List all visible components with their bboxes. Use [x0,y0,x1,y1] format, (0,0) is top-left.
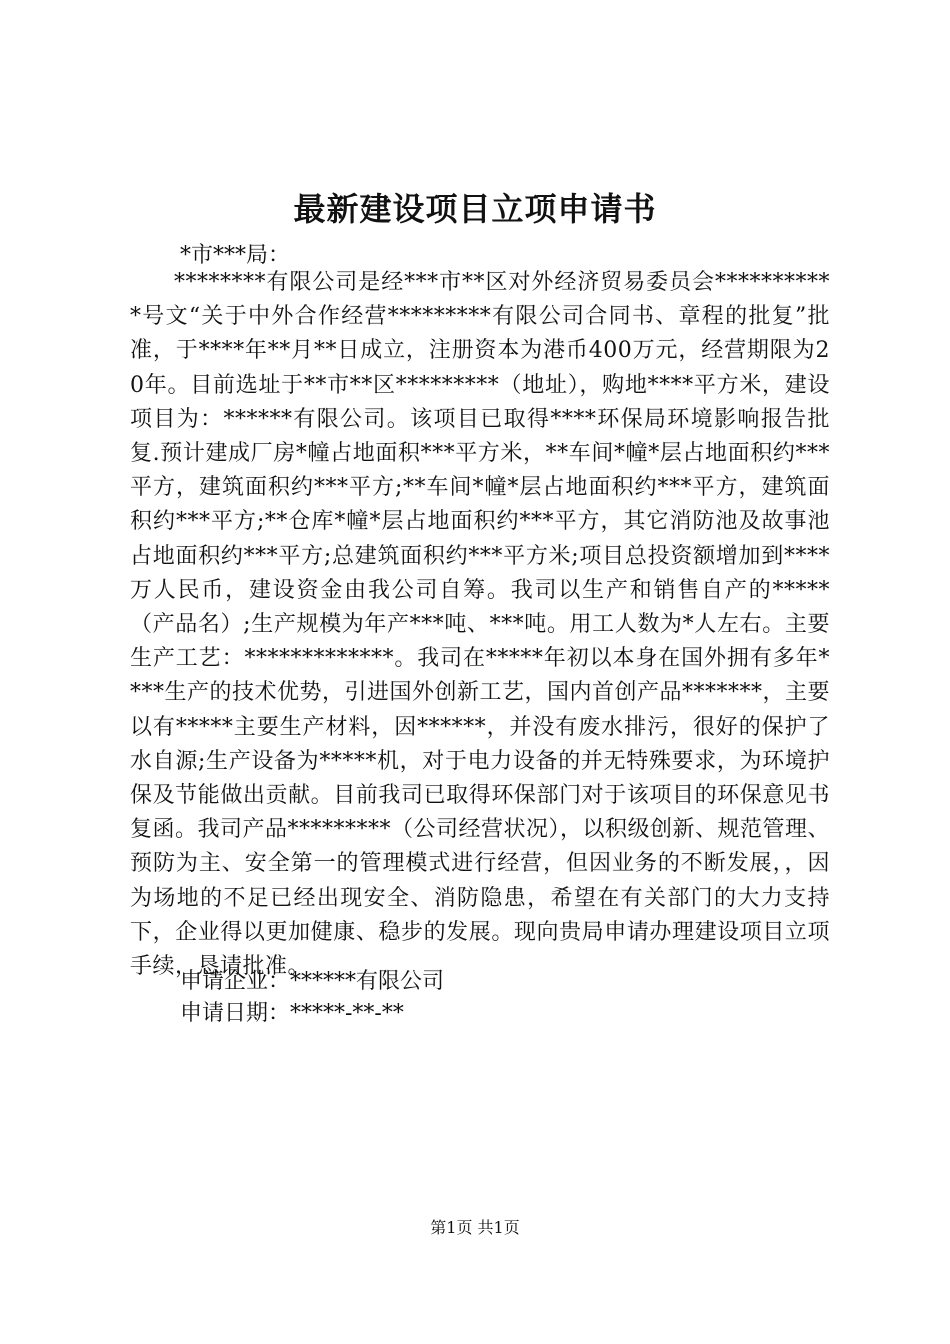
date-line: 申请日期：*****-**-** [180,1001,404,1026]
applicant-line: 申请企业：******有限公司 [180,969,445,994]
page-footer: 第1页 共1页 [430,1218,520,1237]
salutation: *市***局： [180,243,291,268]
body-paragraph: ********有限公司是经***市**区对外经济贸易委员会***********号文“关于中外合作经营*********有限公司合同书、章程的批复”批准，于****年**月**日成立，注册资本为港币400万元，经营期限为20年。目前选址于**市**区*********（地址），购地****平方米，建设项目为：******有限公司。该项目已取得****环保局环境影响报告批复.预计建成厂房*幢占地面积***平方米，**车间*幢*层占地面积约***平方，建筑面积约***平方;**车间*幢*层占地面积约***平方，建筑面积约***平方;**仓库*幢*层占地面积约***平方，其它消防池及故事池占地面积约***平方;总建筑面积约***平方米;项目总投资额增加到****万人民币，建设资金由我公司自筹。我司以生产和销售自产的*****（产品名）;生产规模为年产***吨、***吨。用工人数为*人左右。主要生产工艺：*************。我司在*****年初以本身在国外拥有多年****生产的技术优势，引进国外创新工艺，国内首创产品*******，主要以有*****主要生产材料，因******，并没有废水排污，很好的保护了水自源;生产设备为*****机，对于电力设备的并无特殊要求，为环境护保及节能做出贡献。目前我司已取得环保部门对于该项目的环保意见书复函。我司产品*********（公司经营状况），以积级创新、规范管理、预防为主、安全第一的管理模式进行经营，但因业务的不断发展，，因为场地的不足已经出现安全、消防隐患，希望在有关部门的大力支持下，企业得以更加健康、稳步的发展。现向贵局申请办理建设项目立项手续，恳请批准。 [130,270,831,980]
document-title: 最新建设项目立项申请书 [293,190,657,228]
